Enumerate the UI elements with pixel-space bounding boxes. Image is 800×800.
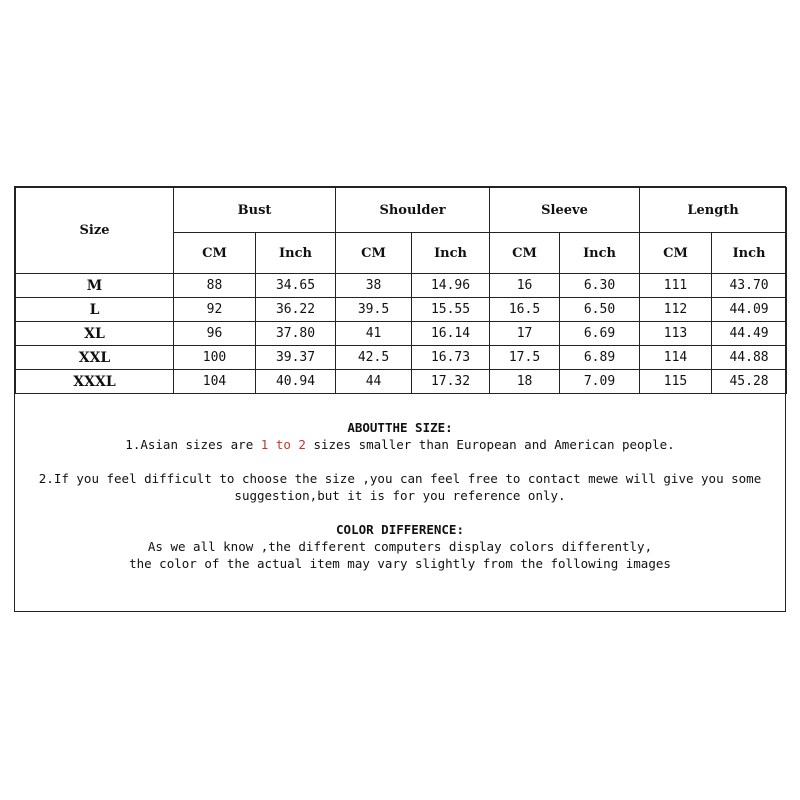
table-cell: 44.49 — [712, 322, 787, 346]
group-header-length: Length — [640, 188, 787, 233]
table-cell: 112 — [640, 298, 712, 322]
table-cell: 41 — [336, 322, 412, 346]
note-line-2b: suggestion,but it is for you reference only. — [234, 488, 566, 503]
color-note-line-2: the color of the actual item may vary slightly from the following images — [129, 556, 671, 571]
table-cell: 7.09 — [560, 370, 640, 394]
table-cell: 44.88 — [712, 346, 787, 370]
unit-header: Inch — [712, 233, 787, 274]
size-cell: XXL — [16, 346, 174, 370]
table-row — [16, 322, 787, 346]
color-difference-title: COLOR DIFFERENCE: — [336, 522, 464, 537]
table-cell: 6.69 — [560, 322, 640, 346]
color-note-line-1: As we all know ,the different computers display colors differently, — [147, 539, 653, 554]
table-cell: 45.28 — [712, 370, 787, 394]
table-cell: 17.32 — [412, 370, 490, 394]
note-line-2a: 2.If you feel difficult to choose the size ,you can feel free to contact mewe will give you some — [38, 471, 762, 486]
table-cell: 17.5 — [490, 346, 560, 370]
note-line-1 — [15, 436, 785, 453]
group-header-bust: Bust — [174, 188, 336, 233]
table-cell: 6.89 — [560, 346, 640, 370]
unit-header: Inch — [560, 233, 640, 274]
unit-header: Inch — [256, 233, 336, 274]
table-cell: 43.70 — [712, 274, 787, 298]
table-cell: 114 — [640, 346, 712, 370]
size-cell: L — [16, 298, 174, 322]
table-row — [16, 274, 787, 298]
table-cell: 37.80 — [256, 322, 336, 346]
table-row — [16, 370, 787, 394]
size-cell: XL — [16, 322, 174, 346]
size-header: Size — [16, 188, 174, 274]
about-size-title: ABOUTTHE SIZE: — [347, 420, 453, 435]
group-header-sleeve: Sleeve — [490, 188, 640, 233]
note-text: sizes smaller than European and American people. — [305, 437, 675, 452]
highlight-text: 1 to 2 — [260, 437, 306, 452]
table-cell: 40.94 — [256, 370, 336, 394]
table-cell: 96 — [174, 322, 256, 346]
table-cell: 34.65 — [256, 274, 336, 298]
note-text: 1.Asian sizes are — [125, 437, 261, 452]
table-cell: 16.73 — [412, 346, 490, 370]
unit-header: CM — [174, 233, 256, 274]
size-chart-frame — [14, 186, 786, 612]
unit-header: CM — [336, 233, 412, 274]
unit-header: CM — [490, 233, 560, 274]
table-cell: 115 — [640, 370, 712, 394]
table-cell: 14.96 — [412, 274, 490, 298]
table-cell: 16 — [490, 274, 560, 298]
table-cell: 16.5 — [490, 298, 560, 322]
table-cell: 18 — [490, 370, 560, 394]
size-cell: XXXL — [16, 370, 174, 394]
table-cell: 16.14 — [412, 322, 490, 346]
size-table — [15, 187, 787, 394]
table-cell: 111 — [640, 274, 712, 298]
table-cell: 36.22 — [256, 298, 336, 322]
table-cell: 17 — [490, 322, 560, 346]
table-cell: 42.5 — [336, 346, 412, 370]
table-cell: 104 — [174, 370, 256, 394]
table-cell: 113 — [640, 322, 712, 346]
table-row — [16, 346, 787, 370]
unit-header: Inch — [412, 233, 490, 274]
table-cell: 6.50 — [560, 298, 640, 322]
table-cell: 39.5 — [336, 298, 412, 322]
table-row — [16, 298, 787, 322]
notes-section — [15, 419, 785, 572]
table-cell: 6.30 — [560, 274, 640, 298]
table-cell: 44.09 — [712, 298, 787, 322]
table-cell: 88 — [174, 274, 256, 298]
group-header-shoulder: Shoulder — [336, 188, 490, 233]
unit-header: CM — [640, 233, 712, 274]
size-cell: M — [16, 274, 174, 298]
table-cell: 38 — [336, 274, 412, 298]
table-cell: 44 — [336, 370, 412, 394]
table-cell: 92 — [174, 298, 256, 322]
table-cell: 100 — [174, 346, 256, 370]
table-cell: 39.37 — [256, 346, 336, 370]
table-cell: 15.55 — [412, 298, 490, 322]
